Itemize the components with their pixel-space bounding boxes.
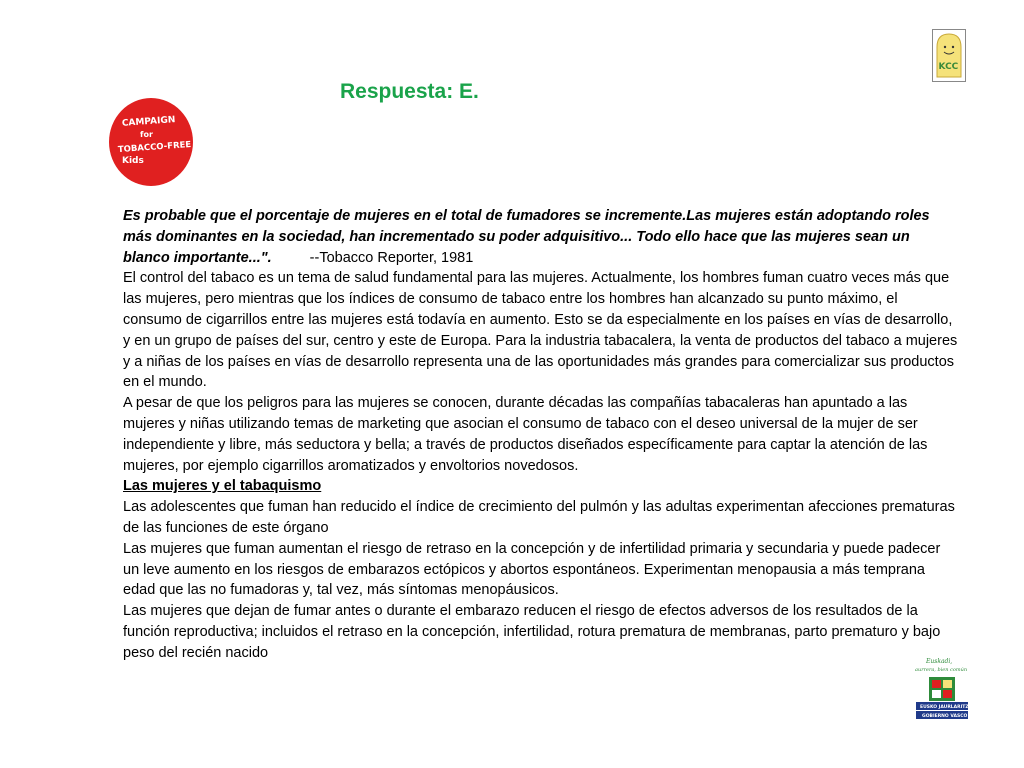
campaign-logo-line1: CAMPAIGN (121, 115, 176, 129)
basque-government-logo (912, 656, 972, 720)
section-heading: Las mujeres y el tabaquismo (123, 478, 322, 495)
gov-logo-banner2: GOBIERNO VASCO (922, 714, 968, 719)
paragraph-marketing: A pesar de que los peligros para las mujeres se conocen, durante décadas las compañías tabacaleras han apuntado a las mujeres y niñas utilizando temas de marketing que asocian el consumo de tabaco con el deseo universal de la mujer de ser independiente y libre, más seductora y bella; a través de productos diseñados específicamente para captar la atención de las mujeres, por ejemplo cigarrillos aromatizados y envoltorios novedosos. (123, 395, 928, 474)
quote-paragraph (123, 206, 958, 268)
gov-logo-script2: aurrera, bien común (915, 667, 968, 673)
kcc-logo (932, 29, 966, 82)
campaign-logo-line3: TOBACCO-FREE (117, 139, 192, 156)
paragraph-quitting: Las mujeres que dejan de fumar antes o durante el embarazo reducen el riesgo de efectos adversos de los resultados de la función reproductiva; incluidos el retraso en la concepción, infertilidad, rotura prematura de membranas, parto prematuro y bajo peso del recién nacido (123, 603, 941, 661)
slide-title: Respuesta: E. (340, 80, 479, 103)
campaign-logo-line4: Kids (122, 156, 144, 166)
campaign-for-tobacco-free-kids-logo (108, 97, 194, 187)
campaign-logo-line2: for (140, 130, 153, 139)
quote-text: Es probable que el porcentaje de mujeres en el total de fumadores se incremente.Las mujeres están adoptando roles más dominantes en la sociedad, han incrementado su poder adquisitivo... Todo ello hace que las mujeres sean un blanco importante...". (123, 208, 930, 266)
slide-body (123, 206, 958, 664)
paragraph-fertility: Las mujeres que fuman aumentan el riesgo de retraso en la concepción y de infertilidad primaria y secundaria y puede padecer un leve aumento en los riesgos de embarazos ectópicos y abortos espontáneos. Experimentan menopausia a más temprana edad que las no fumadoras y, tal vez, más síntomas menopáusicos. (123, 540, 941, 599)
paragraph-lung-growth: Las adolescentes que fuman han reducido el índice de crecimiento del pulmón y las adultas experimentan afecciones prematuras de las funciones de este órgano (123, 499, 955, 536)
kcc-logo-text: KCC (938, 62, 959, 72)
gov-logo-banner1: EUSKO JAURLARITZA (920, 705, 972, 710)
gov-logo-script1: Euskadi, (926, 658, 953, 665)
quote-source: --Tobacco Reporter, 1981 (309, 249, 474, 266)
paragraph-women-tobacco-control: El control del tabaco es un tema de salud fundamental para las mujeres. Actualmente, los hombres fuman cuatro veces más que las mujeres, pero mientras que los índices de consumo de tabaco entre los hombres han alcanzado su punto máximo, el consumo de cigarrillos entre las mujeres está todavía en aumento. Esto se da especialmente en los países en vías de desarrollo, y en un grupo de países del sur, centro y este de Europa. Para la industria tabacalera, la venta de productos del tabaco a mujeres y a niñas de los países en vías de desarrollo representa una de las oportunidades más grandes para comercializar sus productos en el mundo. (123, 270, 958, 391)
